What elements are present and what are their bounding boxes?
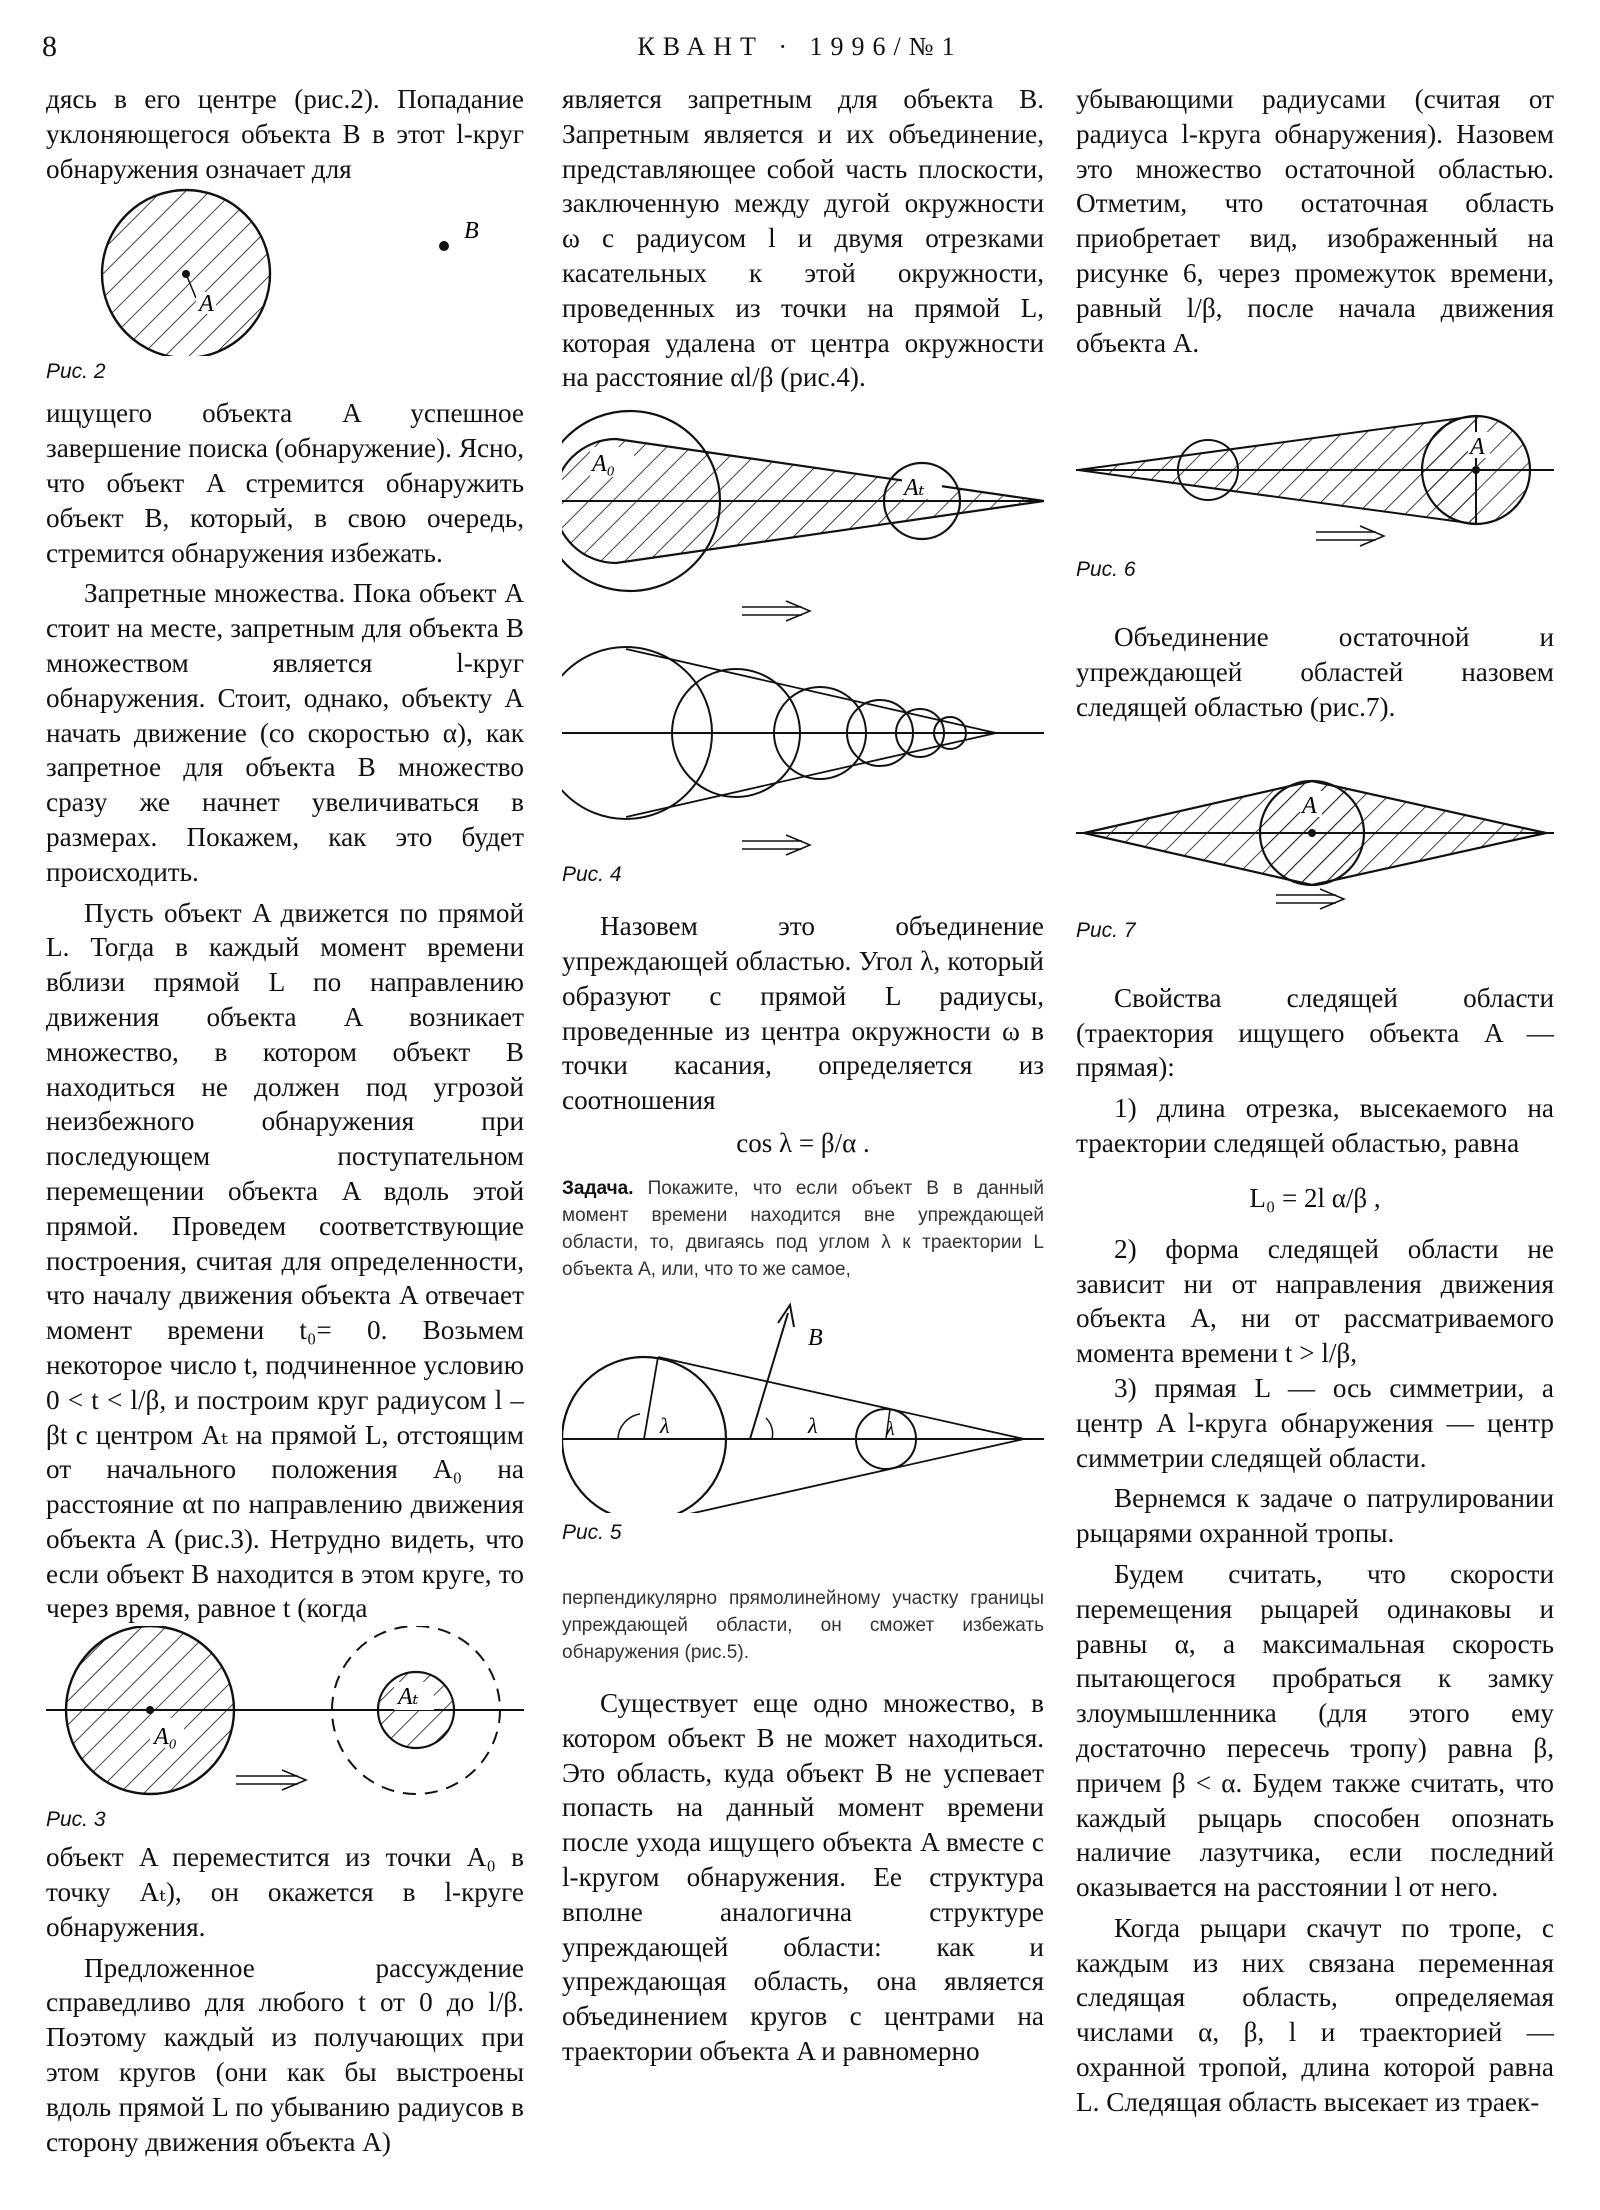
figure-5 (562, 1293, 1044, 1513)
paragraph: 1) длина отрезка, высекаемого на траектории следящей областью, равна (1076, 1093, 1554, 1158)
figure-2-caption: Рис. 2 (46, 360, 106, 384)
formula-cos-lambda: cos λ = β/α . (736, 1127, 870, 1158)
paragraph: 3) прямая L — ось симметрии, а центр A l-круга обнаружения — центр симметрии следящей области. (1076, 1372, 1554, 1473)
task-continuation: перпендикулярно прямолинейному участку границы упреждающей области, он сможет избежать обнаружения (рис.5). (562, 1587, 1044, 1663)
figure-5-caption: Рис. 5 (562, 1520, 622, 1544)
figure-6 (1076, 410, 1554, 550)
task-text: Покажите, что если объект B в данный момент времени находится вне упреждающей области, то, двигаясь под углом λ к траектории L объекта A, или, что то же самое, (562, 1177, 1044, 1280)
column-3 (1076, 82, 1554, 2120)
figure-3-caption: Рис. 3 (46, 1808, 106, 1832)
paragraph: Предложенное рассуждение справедливо для любого t от 0 до l/β. Поэтому каждый из получающих при этом кругов (они как бы выстроены вдоль прямой L по убыванию радиусов в сторону движения объекта A) (46, 1952, 524, 2157)
paragraph: Свойства следящей области (траектория ищущего объекта A — прямая): (1076, 982, 1554, 1083)
point-b (439, 241, 449, 251)
label-lambda: λ (808, 1412, 818, 1438)
column-1 (46, 82, 524, 2159)
paragraph: является запретным для объекта B. Запретным является и их объединение, представляющее собой часть плоскости, заключенную между дугой окружности ω с радиусом l и двумя отрезками касательных к этой окружности, проведенных из точки на прямой L, которая удалена от центра окружности на расстояние αl/β (рис.4). (562, 84, 1044, 393)
label-lambda: λ (660, 1412, 670, 1438)
label-at: Aₜ (904, 475, 925, 502)
label-a: A (199, 291, 214, 318)
paragraph: Когда рыцари скачут по тропе, с каждым из них связана переменная следящая область, определяемая числами α, β, l и траекторией — охранной тропой, длина которой равна L. Следящая область высекает из траек- (1076, 1912, 1554, 2117)
label-a0: A₀ (154, 1724, 178, 1751)
task-label: Задача. (562, 1177, 634, 1199)
label-a: A (1302, 792, 1317, 819)
formula-l0: L₀ = 2l α/β , (1249, 1182, 1381, 1213)
label-a: A (1470, 434, 1485, 461)
page-number: 8 (42, 30, 57, 63)
figure-6-caption: Рис. 6 (1076, 558, 1136, 582)
paragraph: Назовем это объединение упреждающей областью. Угол λ, который образуют с прямой L радиусы, проведенные из центра окружности ω в точки касания, определяется из соотношения (562, 911, 1044, 1116)
figure-3 (46, 1626, 524, 1802)
label-a0: A₀ (592, 451, 616, 478)
figure-7 (1076, 771, 1554, 911)
figure-2 (46, 186, 524, 356)
task-paragraph (562, 1175, 1044, 1283)
paragraph: дясь в его центре (рис.2). Попадание уклоняющегося объекта B в этот l-круг обнаружения означает для (46, 84, 524, 184)
paragraph: Будем считать, что скорости перемещения рыцарей одинаковы и равны α, а максимальная скорость пытающегося пробраться к замку злоумышленника (для этого ему достаточно пересечь тропу) равна β, причем β < α. Будем также считать, что каждый рыцарь способен опознать наличие лазутчика, если последний оказывается на расстоянии l от него. (1076, 1558, 1554, 1903)
figure-4 (562, 407, 1044, 857)
paragraph: Запретные множества. Пока объект A стоит на месте, запретным для объекта B множеством является l-круг обнаружения. Стоит, однако, объекту A начать движение (со скоростью α), как запретное для объекта B множество сразу же начнет увеличиваться в размерах. Покажем, как это будет происходить. (46, 578, 524, 887)
figure-4-caption: Рис. 4 (562, 863, 622, 887)
running-title: КВАНТ · 1996/№1 (637, 32, 963, 61)
paragraph: ищущего объекта A успешное завершение поиска (обнаружение). Ясно, что объект A стремится обнаружить объект B, который, в свою очередь, стремится обнаружения избежать. (46, 398, 524, 568)
paragraph: Пусть объект A движется по прямой L. Тогда в каждый момент времени вблизи прямой L по направлению движения объекта A возникает множество, в котором объект B находиться не должен под угрозой неизбежного обнаружения при последующем поступательном перемещении объекта A вдоль этой прямой. Проведем соответствующие построения, считая для определенности, что началу движения объекта A отвечает момент времени t₀= 0. Возьмем некоторое число t, подчиненное условию 0 < t < l/β, и построим круг радиусом l – βt с центром Aₜ на прямой L, отстоящим от начального положения A₀ на расстояние αt по направлению движения объекта A (рис.3). Нетрудно видеть, что если объект B находится в этом круге, то через время, равное t (когда (46, 897, 524, 1624)
label-at: Aₜ (398, 1684, 419, 1711)
column-2 (562, 82, 1044, 2069)
paragraph: Объединение остаточной и упреждающей областей назовем следящей областью (рис.7). (1076, 622, 1554, 722)
paragraph: Вернемся к задаче о патрулировании рыцарями охранной тропы. (1076, 1483, 1554, 1549)
page-header (0, 30, 1600, 70)
paragraph: объект A переместится из точки A₀ в точку Aₜ), он окажется в l-круге обнаружения. (46, 1842, 524, 1942)
label-lambda: λ (886, 1417, 895, 1440)
label-b: B (808, 1324, 823, 1351)
paragraph: Существует еще одно множество, в котором объект B не может находиться. Это область, куда объект B не успевает попасть на данный момент времени после ухода ищущего объекта A вместе с l-кругом обнаружения. Ее структура вполне аналогична структуре упреждающей области: как и упреждающая область, она является объединением кругов с центрами на траектории объекта A и равномерно (562, 1687, 1044, 2066)
label-b: B (464, 218, 479, 245)
paragraph: 2) форма следящей области не зависит ни от направления движения объекта A, ни от рассматриваемого момента времени t > l/β, (1076, 1233, 1554, 1369)
figure-7-caption: Рис. 7 (1076, 918, 1136, 942)
paragraph: убывающими радиусами (считая от радиуса l-круга обнаружения). Назовем это множество остаточной областью. Отметим, что остаточная область приобретает вид, изображенный на рисунке 6, через промежуток времени, равный l/β, после начала движения объекта A. (1076, 84, 1554, 358)
